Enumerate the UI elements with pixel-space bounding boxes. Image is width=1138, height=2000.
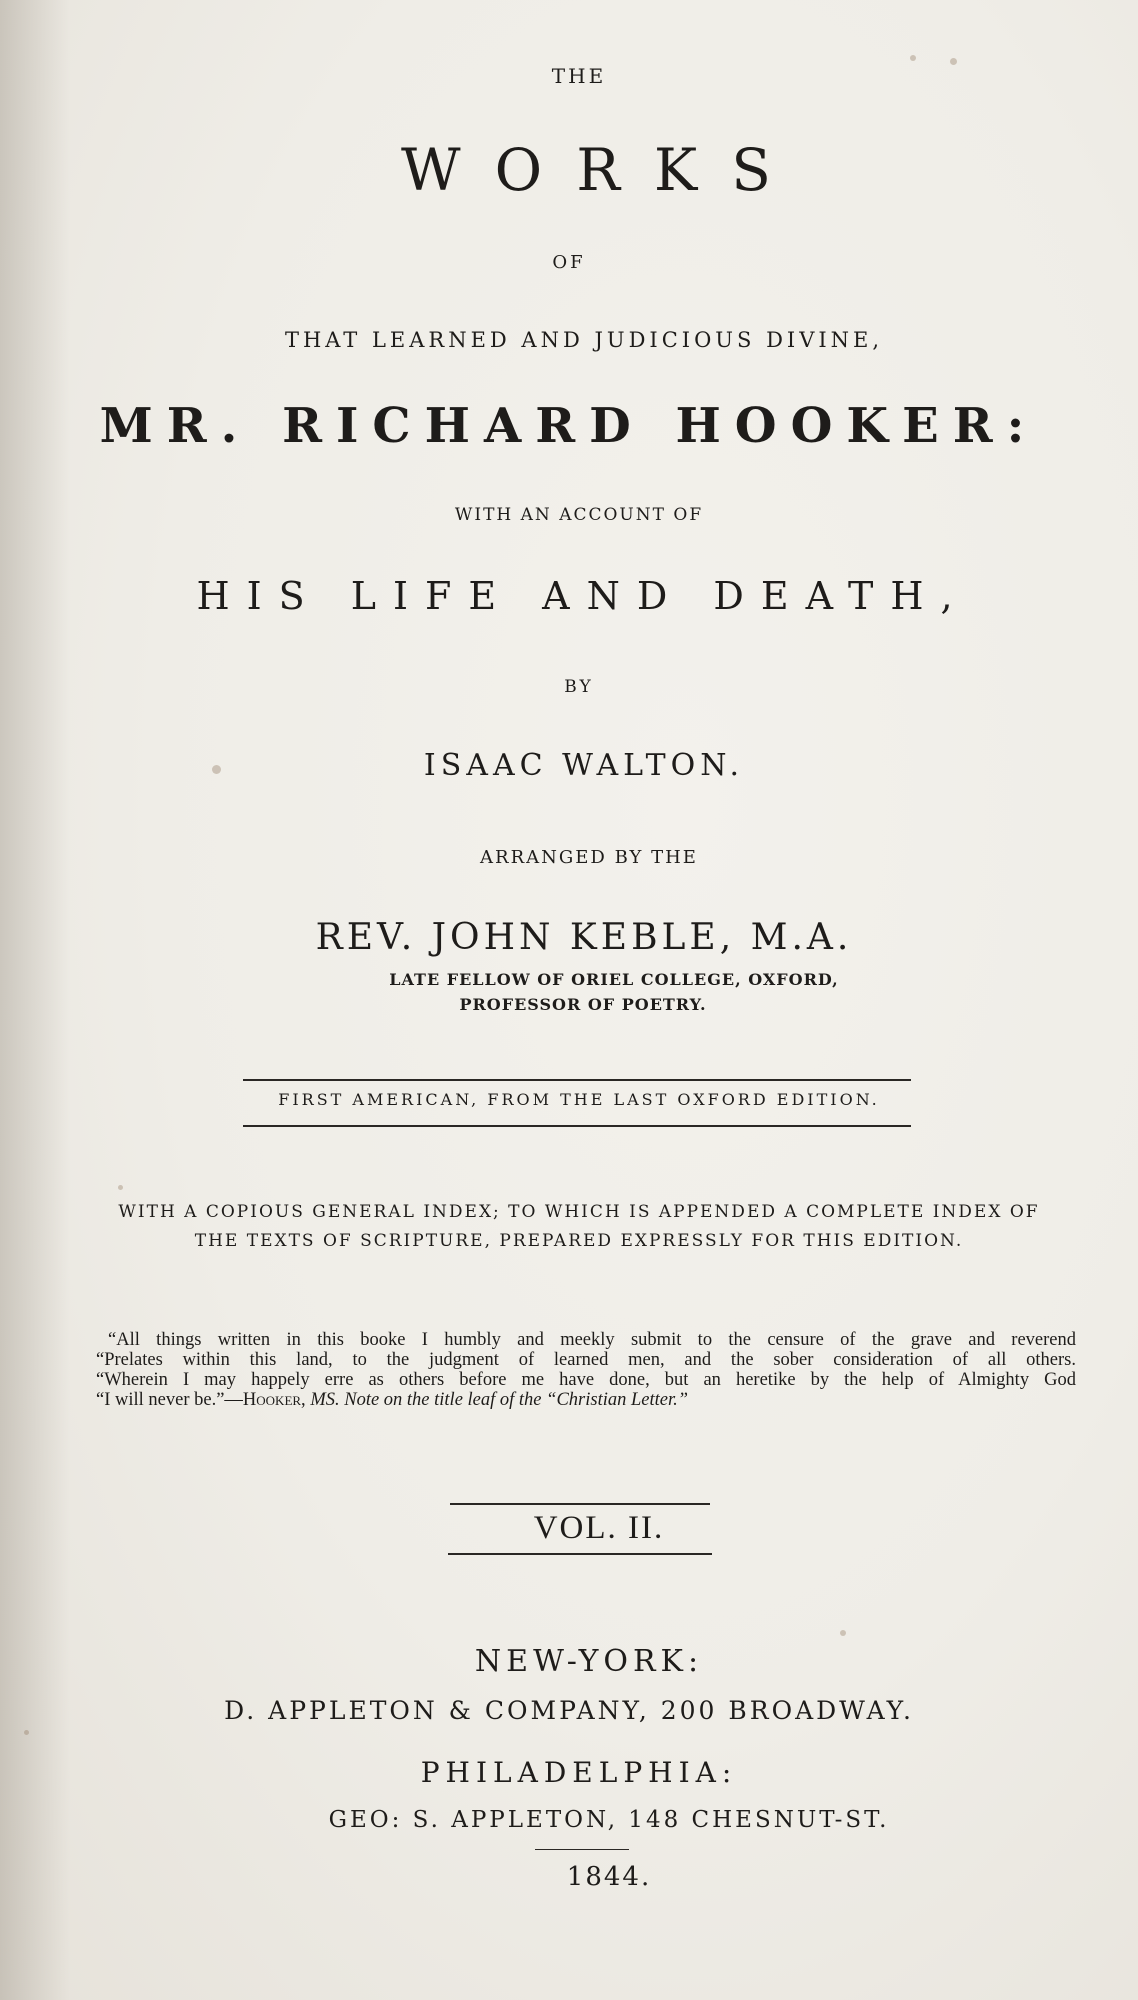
by-line: BY	[564, 677, 594, 697]
biographer-name: ISAAC WALTON.	[423, 748, 745, 783]
life-and-death-line: HIS LIFE AND DEATH,	[196, 574, 970, 618]
index-line-2: THE TEXTS OF SCRIPTURE, PREPARED EXPRESSLY FOR THIS EDITION.	[194, 1231, 964, 1251]
heading-of: OF	[552, 252, 586, 273]
quote-line-2: “Prelates within this land, to the judgment of learned men, and the sober consideration of all others.	[96, 1350, 1076, 1370]
year-rule	[535, 1849, 629, 1850]
with-account-line: WITH AN ACCOUNT OF	[454, 505, 704, 525]
quote-attribution: Hooker,	[242, 1390, 306, 1410]
foxing-spot	[212, 765, 221, 774]
author-name: MR. RICHARD HOOKER:	[99, 398, 1039, 454]
editor-title-1: LATE FELLOW OF ORIEL COLLEGE, OXFORD,	[389, 970, 839, 989]
volume-number: VOL. II.	[533, 1510, 665, 1546]
edition-rule-bottom	[243, 1125, 911, 1127]
foxing-spot	[950, 58, 957, 65]
arranged-by-line: ARRANGED BY THE	[480, 847, 698, 868]
quote-source: MS. Note on the title leaf of the	[310, 1390, 542, 1410]
quote-line-4-text: “I will never be.”—	[96, 1390, 243, 1410]
quote-line-4	[96, 1390, 1076, 1410]
volume-rule-top	[450, 1503, 710, 1505]
quote-source-title: “Christian Letter.”	[546, 1390, 689, 1410]
learned-divine-line: THAT LEARNED AND JUDICIOUS DIVINE,	[284, 328, 884, 352]
volume-rule-bottom	[448, 1553, 712, 1555]
imprint-publisher-1: D. APPLETON & COMPANY, 200 BROADWAY.	[224, 1696, 914, 1725]
edition-rule-top	[243, 1079, 911, 1081]
foxing-spot	[24, 1730, 29, 1735]
quote-line-3: “Wherein I may happely erre as others before me have done, but an heretike by the help of Almighty God	[96, 1370, 1076, 1390]
imprint-city-1: NEW-YORK:	[474, 1644, 704, 1679]
edition-line: FIRST AMERICAN, FROM THE LAST OXFORD EDITION.	[278, 1090, 880, 1109]
foxing-spot	[118, 1185, 123, 1190]
imprint-city-2: PHILADELPHIA:	[420, 1756, 738, 1789]
epigraph-quote	[96, 1330, 1076, 1410]
imprint-year: 1844.	[566, 1862, 652, 1892]
editor-name: REV. JOHN KEBLE, M.A.	[315, 917, 853, 958]
foxing-spot	[910, 55, 916, 61]
imprint-publisher-2: GEO: S. APPLETON, 148 CHESNUT-ST.	[328, 1807, 890, 1833]
heading-works: WORKS	[401, 136, 805, 204]
heading-the: THE	[551, 64, 607, 88]
quote-line-1: “All things written in this booke I humbly and meekly submit to the censure of the grave and reverend	[108, 1330, 1076, 1350]
foxing-spot	[840, 1630, 846, 1636]
editor-title-2: PROFESSOR OF POETRY.	[459, 995, 707, 1014]
index-line-1: WITH A COPIOUS GENERAL INDEX; TO WHICH IS APPENDED A COMPLETE INDEX OF	[118, 1202, 1040, 1222]
